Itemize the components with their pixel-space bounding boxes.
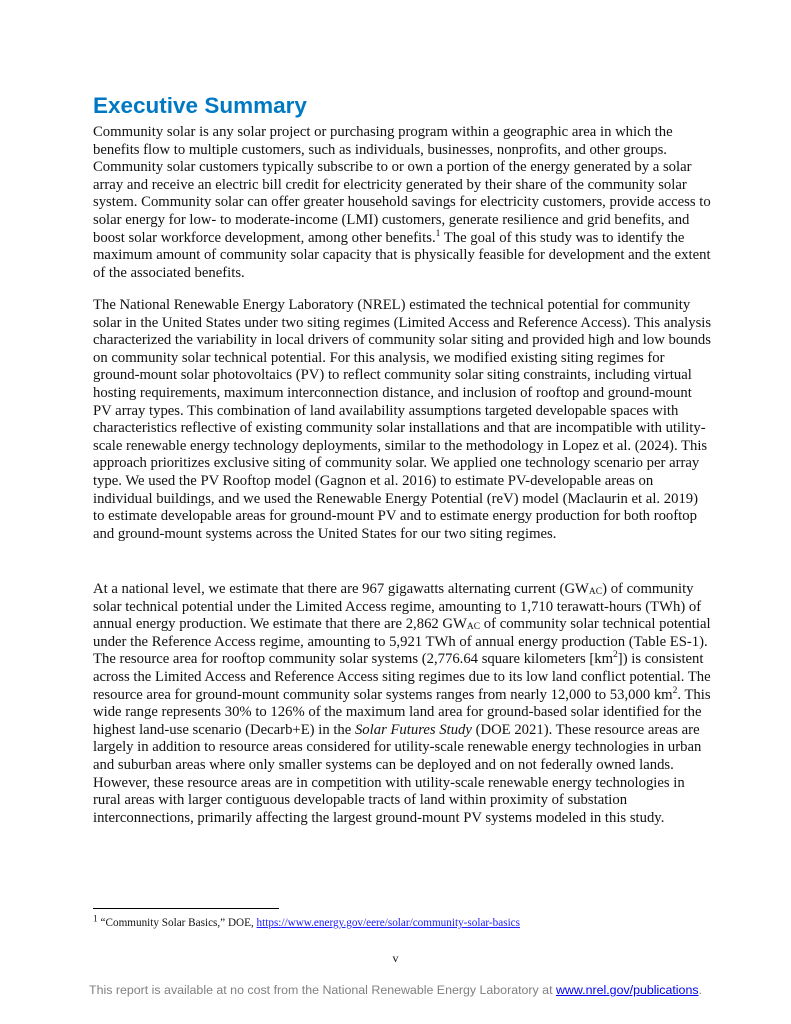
section-heading: Executive Summary <box>93 93 307 118</box>
study-title-italic: Solar Futures Study <box>354 721 472 738</box>
subscript-ac: AC <box>466 622 481 633</box>
footnote-number: 1 <box>93 914 98 925</box>
footnote-text: “Community Solar Basics,” DOE, <box>97 917 257 929</box>
paragraph-intro-text: Community solar is any solar project or purchasing program within a geographic area in which the benefits flow to multiple customers, such as individuals, businesses, nonprofits, and other groups. Community solar customers typically subscribe to or own a portion of the energy generated by a solar array and receive an electric bill credit for electricity generated by their share of the community solar system. Community solar can offer greater household savings for electricity customers, provide access to solar energy for low- to moderate-income (LMI) customers, generate resilience and grid benefits, and boost solar workforce development, among other benefits. <box>93 124 711 246</box>
footnote-reference[interactable]: 1 <box>435 228 441 239</box>
report-footer-end: . <box>698 983 702 997</box>
subscript-ac: AC <box>588 587 603 597</box>
paragraph-methodology: The National Renewable Energy Laboratory (NREL) estimated the technical potential for community solar in the United States under two siting regimes (Limited Access and Reference Access). This analysis characterized the variability in local drivers of community solar siting and provided high and low bounds on community solar technical potential. For this analysis, we modified existing siting regimes for ground-mount solar photovoltaics (PV) to reflect community solar siting constraints, including virtual hosting requirements, maximum interconnection distance, and inclusion of rooftop and ground-mount PV array types. This combination of land availability assumptions targeted developable spaces with characteristics reflective of existing community solar installations and that are incompatible with utility-scale renewable energy technology deployments, similar to the methodology in Lopez et al. (2024). This approach prioritizes exclusive siting of community solar. We applied one technology scenario per array type. We used the PV Rooftop model (Gagnon et al. 2016) to estimate PV-developable areas on individual buildings, and we used the Renewable Energy Potential (reV) model (Maclaurin et al. 2019) to estimate developable areas for ground-mount PV and to estimate energy production for both rooftop and ground-mount systems across the United States for our two siting regimes. <box>93 297 712 542</box>
results-text-2: ) of community solar technical potential under the Limited Access regime, amounting to 1,710 terawatt-hours (TWh) of annual energy production. We estimate that there are 2,862 GW <box>93 581 702 633</box>
paragraph-intro-text-continued: The goal of this study was to identify the maximum amount of community solar capacity that is physically feasible for development and the extent of the associated benefits. <box>93 229 711 281</box>
paragraph-results <box>93 581 713 827</box>
footnote-link[interactable]: https://www.energy.gov/eere/solar/community-solar-basics <box>256 917 520 929</box>
results-text-1: At a national level, we estimate that there are 967 gigawatts alternating current (GW <box>93 581 589 597</box>
publications-link[interactable]: www.nrel.gov/publications <box>555 983 699 997</box>
footnote-divider <box>93 908 279 909</box>
results-text-4: ]) is consistent across the Limited Access and Reference Access siting regimes due to its low land conflict potential. The resource area for ground-mount community solar systems ranges from nearly 12,000 to 53,000 km <box>93 651 711 703</box>
page-number: v <box>392 951 399 965</box>
footnote <box>93 914 520 929</box>
report-footer <box>0 983 791 997</box>
superscript-2: 2 <box>672 685 678 696</box>
superscript-2: 2 <box>613 650 618 661</box>
paragraph-intro <box>93 124 713 282</box>
report-footer-text: This report is available at no cost from the National Renewable Energy Laboratory at <box>89 983 556 997</box>
results-text-6: (DOE 2021). These resource areas are largely in addition to resource areas considered for utility-scale renewable energy technologies in urban and suburban areas where only smaller systems can be deployed and on not federally owned lands. However, these resource areas are in competition with utility-scale renewable energy technologies in rural areas with larger contiguous developable tracts of land within proximity of substation interconnections, primarily affecting the largest ground-mount PV systems modeled in this study. <box>93 721 702 826</box>
results-text-5: . This wide range represents 30% to 126% of the maximum land area for ground-based solar identified for the highest land-use scenario (Decarb+E) in the <box>93 686 711 738</box>
results-text-3: of community solar technical potential under the Reference Access regime, amounting to 5,921 TWh of annual energy production (Table ES-1). The resource area for rooftop community solar systems (2,776.64 square kilometers [km <box>93 616 711 668</box>
